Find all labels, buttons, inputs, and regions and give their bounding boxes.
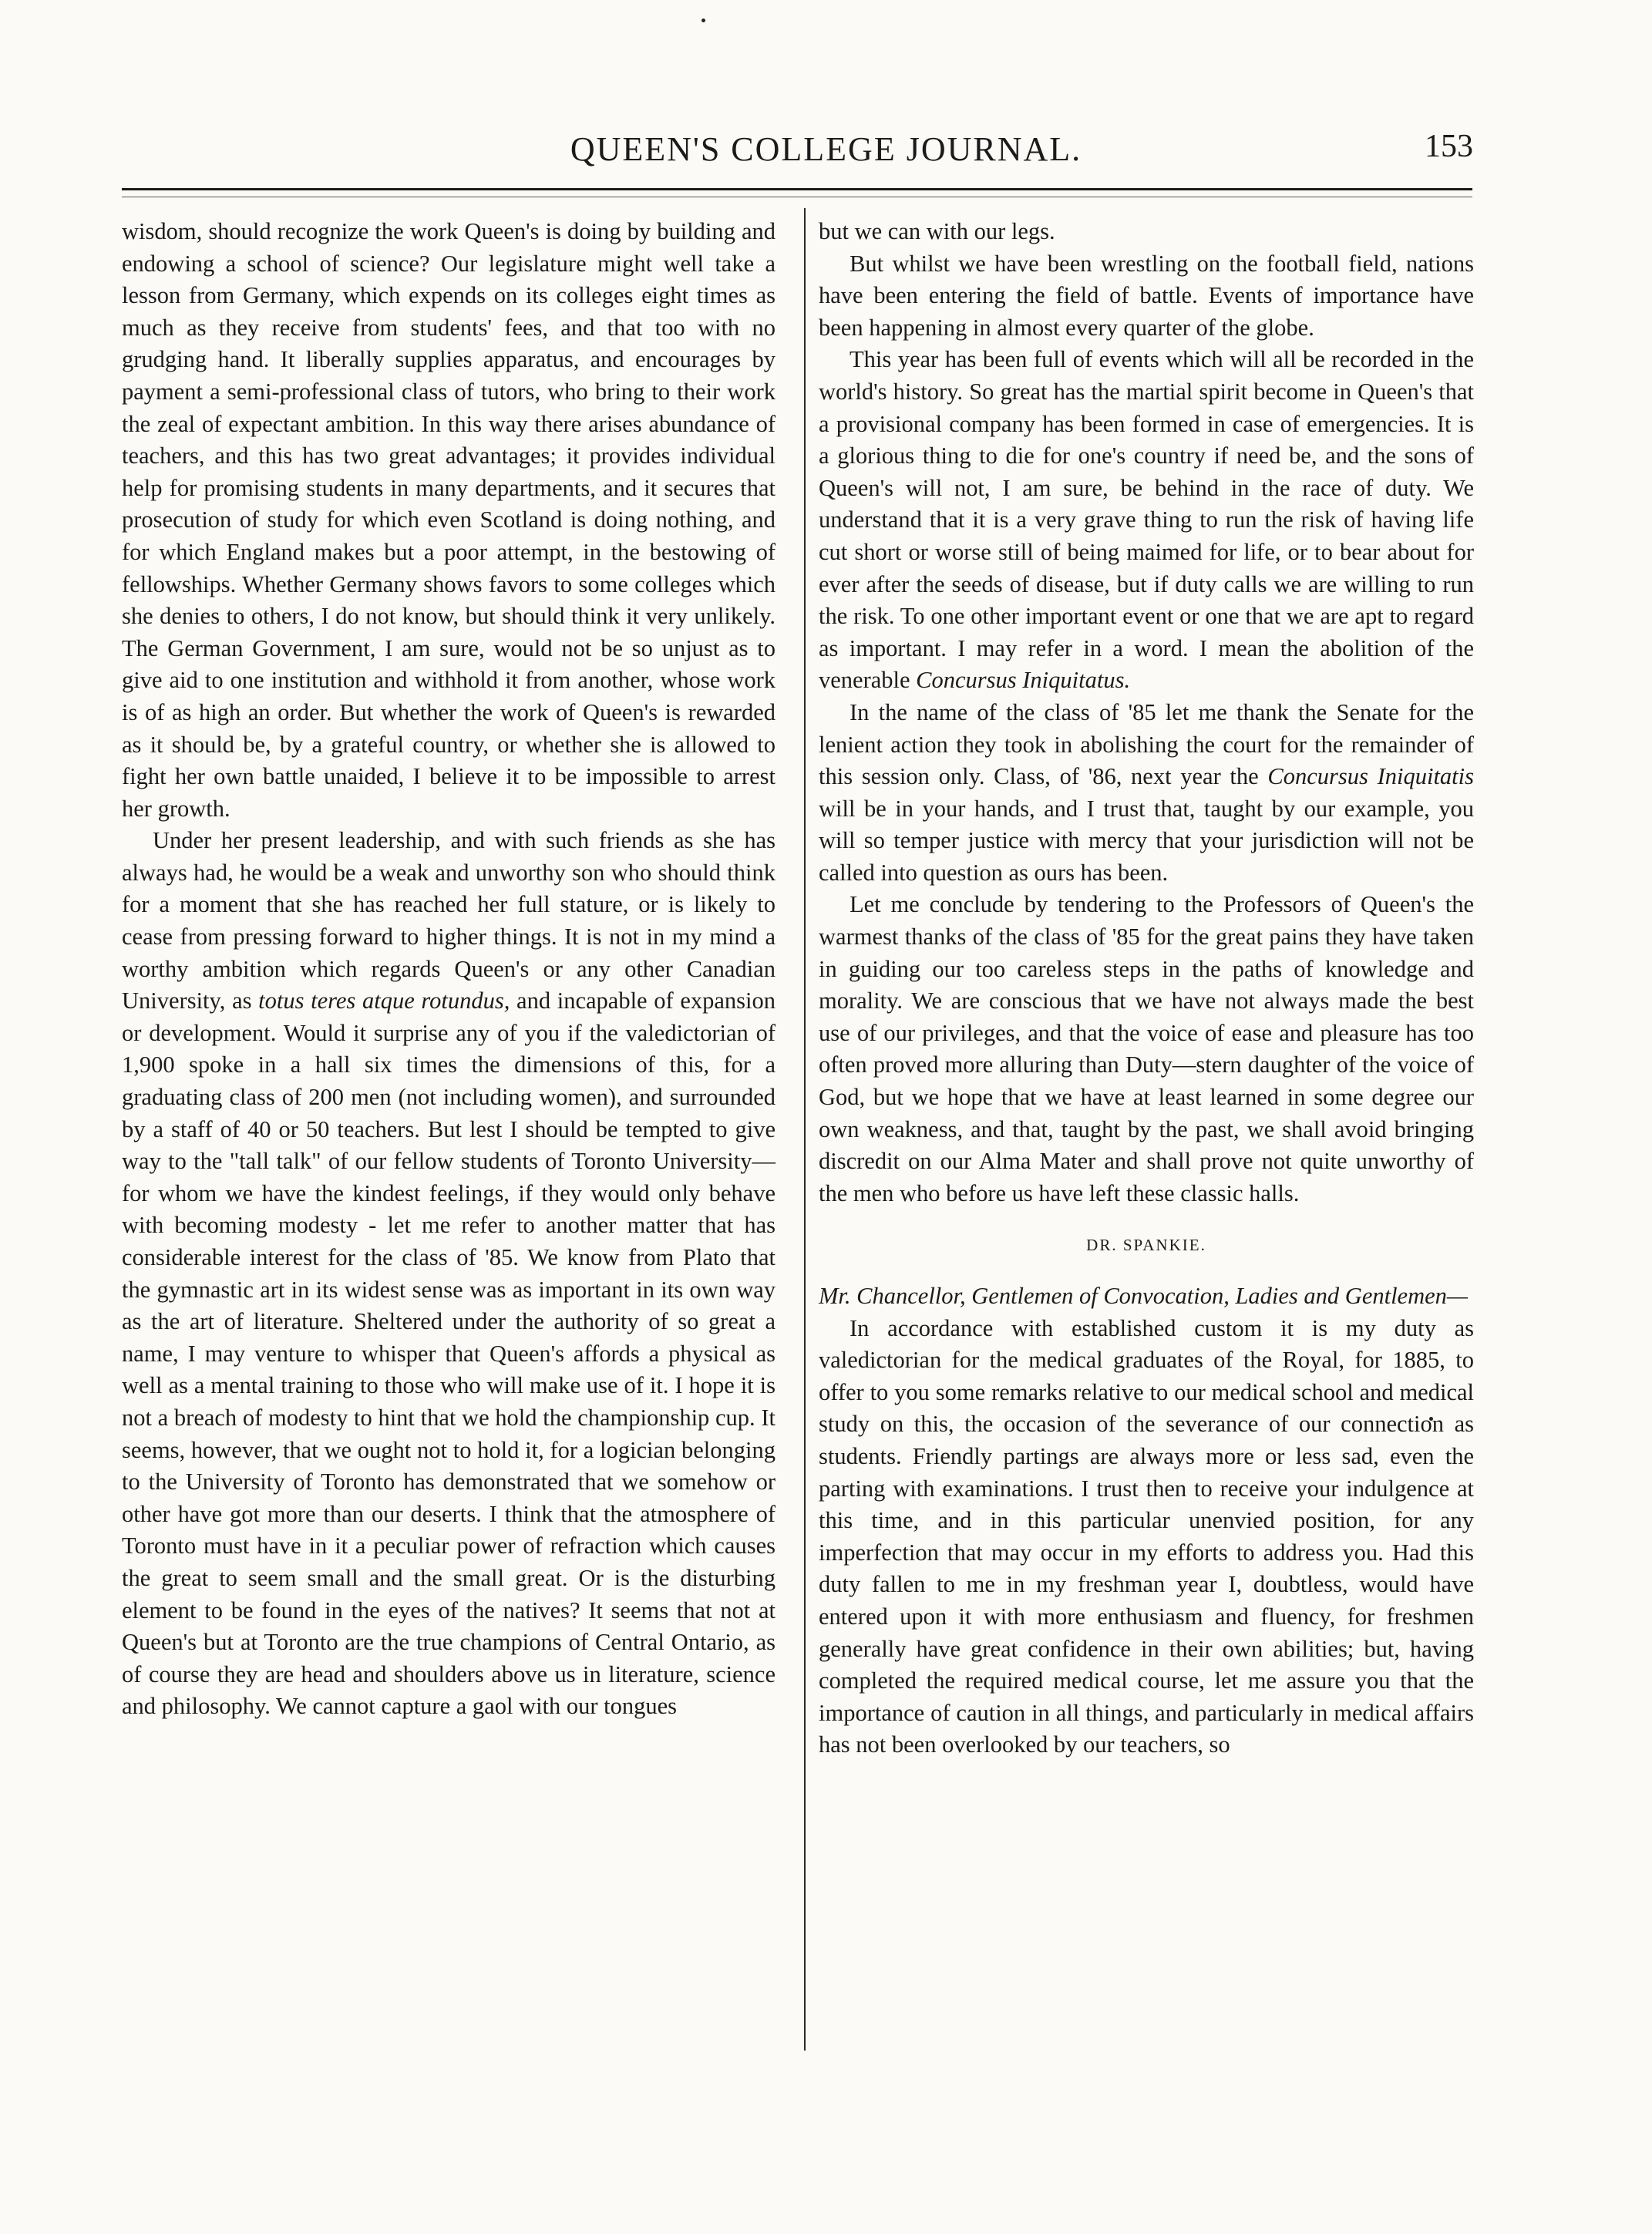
italic-phrase: Concursus Iniquitatus. — [916, 667, 1131, 694]
italic-phrase: totus teres atque rotundus, — [258, 987, 510, 1014]
text-run: Under her present leadership, and with such friends as she has always had, he would be a weak and unworthy son who should think for a moment that she has reached her full stature, or is likely to cease from pressing forward to higher things. It is not in my mind a worthy ambition which regards Queen's or any other Canadian University, as — [122, 827, 776, 1014]
text-run: will be in your hands, and I trust that, taught by our example, you will so temper justice with mercy that your jurisdiction will not be called into question as ours has been. — [819, 795, 1474, 886]
print-speck — [702, 19, 705, 22]
paragraph: Let me conclude by tendering to the Professors of Queen's the warmest thanks of the class of '85 for the great pains they have taken in guiding our too careless steps in the paths of knowledge and morality. We are conscious that we have not always made the best use of our privileges, and that the voice of ease and pleasure has too often proved more alluring than Duty—stern daughter of the voice of God, but we hope that we have at least learned in some degree our own weakness, and that, taught by the past, we shall avoid bringing discredit on our Alma Mater and shall prove not quite unworthy of the men who before us have left these classic halls. — [819, 891, 1474, 1206]
italic-phrase: Concursus Iniquitatis — [1267, 763, 1474, 790]
text-run: and incapable of expansion or development. Would it surprise any of you if the valedictorian of 1,900 spoke in a hall six times the dimensions of this, for a graduating class of 200 men (not including women), and surrounded by a staff of 40 or 50 teachers. But lest I should be tempted to give way to the "tall talk" of our fellow students of Toronto University—for whom we have the kindest feelings, if they would only behave with becoming modesty - let me refer to another matter that has considerable interest for the class of '85. We know from Plato that the gymnastic art in its widest sense was as important in its own way as the art of literature. Sheltered under the authority of so great a name, I may venture to whisper that Queen's affords a physical as well as a mental training to those who will make use of it. I hope it is not a breach of modesty to hint that we hold the championship cup. It seems, however, that we ought not to hold it, for a logician belonging to the University of Toronto has demonstrated that we somehow or other have got more than our deserts. I think that the atmosphere of Toronto must have in it a peculiar power of refraction which causes the great to seem small and the small great. Or is the disturbing element to be found in the eyes of the natives? It seems that not at Queen's but at Toronto are the true champions of Central Ontario, as of course they are head and shoulders above us in literature, science and philosophy. We cannot capture a gaol with our tongues — [122, 987, 776, 1720]
salutation: Mr. Chancellor, Gentlemen of Convocation, Ladies and Gentlemen— — [819, 1283, 1469, 1309]
paragraph — [819, 344, 1474, 697]
paragraph: But whilst we have been wrestling on the football field, nations have been entering the field of battle. Events of importance have been happening in almost every quarter of the globe. — [819, 250, 1474, 341]
header-rule — [122, 188, 1472, 190]
paragraph — [122, 825, 776, 1723]
column-divider — [804, 208, 806, 2051]
paragraph: but we can with our legs. — [819, 218, 1055, 244]
speaker-heading: DR. SPANKIE. — [1086, 1236, 1206, 1255]
paragraph: wisdom, should recognize the work Queen's is doing by building and endowing a school of science? Our legislature might well take a lesson from Germany, which expends on its colleges eight times as much as they receive from students' fees, and that too with no grudging hand. It liberally supplies apparatus, and encourages by payment a semi-professional class of tutors, who bring to their work the zeal of expectant ambition. In this way there arises abundance of teachers, and this has two great advantages; it provides individual help for promising students in many departments, and it secures that prosecution of study for which even Scotland is doing nothing, and for which England makes but a poor attempt, in the bestowing of fellowships. Whether Germany shows favors to some colleges which she denies to others, I do not know, but should think it very unlikely. The German Government, I am sure, would not be so unjust as to give aid to one institution and withhold it from another, whose work is of as high an order. But whether the work of Queen's is rewarded as it should be, by a grateful country, or whether she is allowed to fight her own battle unaided, I believe it to be impossible to arrest her growth. — [122, 218, 776, 822]
left-column — [122, 216, 776, 1723]
journal-title: QUEEN'S COLLEGE JOURNAL. — [570, 130, 1082, 168]
paragraph: In accordance with established custom it is my duty as valedictorian for the medical graduates of the Royal, for 1885, to offer to you some remarks relative to our medical school and medical study on this, the occasion of the severance of our connection as students. Friendly partings are always more or less sad, even the parting with examinations. I trust then to receive your indulgence at this time, and in this particular unenvied position, for any imperfection that may occur in my efforts to address you. Had this duty fallen to me in my freshman year I, doubtless, would have entered upon it with more enthusiasm and fluency, for freshmen generally have great confidence in their own abilities; but, having completed the required medical course, let me assure you that the importance of caution in all things, and particularly in medical affairs has not been overlooked by our teachers, so — [819, 1314, 1474, 1758]
paragraph — [819, 697, 1474, 890]
right-column — [819, 216, 1474, 1761]
page-number: 153 — [1425, 129, 1473, 164]
text-run: In the name of the class of '85 let me thank the Senate for the lenient action they took in abolishing the court for the remainder of this session only. Class, of '86, next year the — [819, 698, 1474, 790]
text-run: This year has been full of events which will all be recorded in the world's history. So great has the martial spirit become in Queen's that a provisional company has been formed in case of emergencies. It is a glorious thing to die for one's country if need be, and the sons of Queen's will not, I am sure, be behind in the race of duty. We understand that it is a very grave thing to run the risk of having life cut short or worse still of being maimed for life, or to bear about for ever after the seeds of disease, but if duty calls we are willing to run the risk. To one other important event or one that we are apt to regard as important. I may refer in a word. I mean the abolition of the venerable — [819, 346, 1474, 694]
